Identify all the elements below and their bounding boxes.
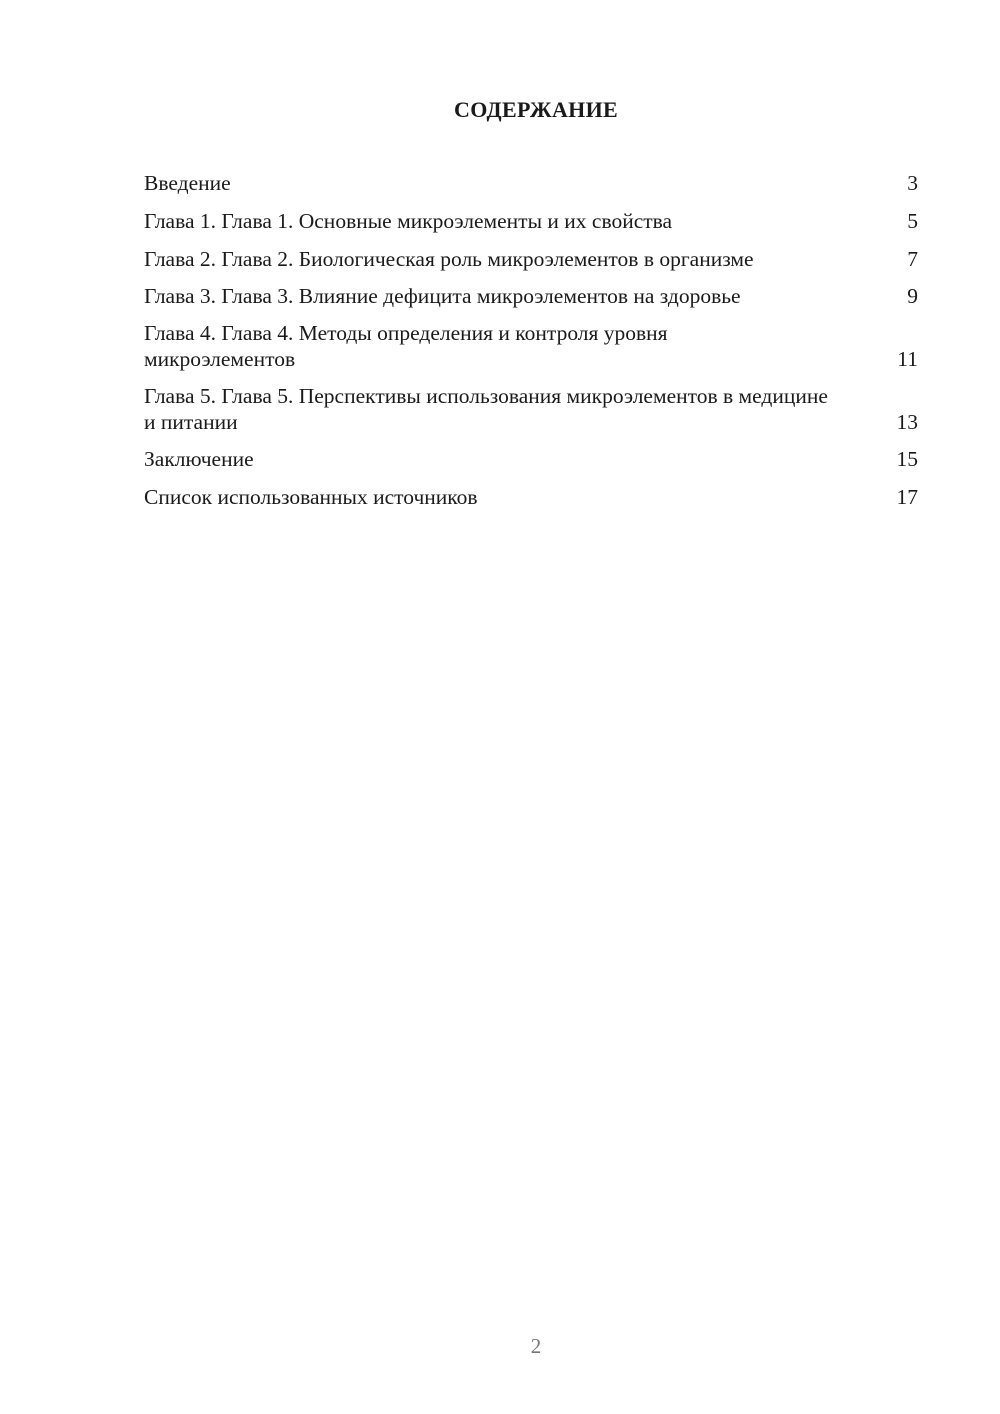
toc-entry-chapter-1 (144, 208, 918, 234)
page-title: СОДЕРЖАНИЕ (454, 97, 618, 122)
page-number: 2 (530, 1334, 542, 1358)
toc-entry-text: Список использованных источников (144, 485, 478, 509)
toc-entry-text: Введение (144, 171, 231, 195)
toc-entry-page: 17 (896, 485, 918, 509)
toc-entry-text: Заключение (144, 447, 254, 471)
toc-entry-text: Глава 2. Глава 2. Биологическая роль микроэлементов в организме (144, 247, 754, 271)
toc-entry-chapter-5 (144, 383, 918, 435)
toc-entry-text: Глава 1. Глава 1. Основные микроэлементы и их свойства (144, 209, 673, 233)
toc-entry-references (144, 484, 918, 510)
toc-entry-text: Глава 4. Глава 4. Методы определения и контроля уровня микроэлементов (144, 321, 668, 371)
toc-entry-text: Глава 3. Глава 3. Влияние дефицита микроэлементов на здоровье (144, 284, 741, 308)
table-of-contents (144, 170, 918, 522)
toc-entry-chapter-3 (144, 283, 918, 309)
toc-entry-page: 9 (907, 284, 918, 308)
toc-entry-conclusion (144, 446, 918, 472)
toc-entry-page: 7 (907, 247, 918, 271)
toc-entry-introduction (144, 170, 918, 196)
toc-entry-page: 13 (896, 410, 918, 434)
toc-entry-page: 5 (907, 209, 918, 233)
toc-entry-page: 3 (907, 171, 918, 195)
toc-entry-page: 15 (896, 447, 918, 471)
toc-entry-page: 11 (897, 347, 918, 371)
toc-entry-chapter-4 (144, 320, 918, 372)
toc-entry-chapter-2 (144, 246, 918, 272)
toc-entry-text: Глава 5. Глава 5. Перспективы использования микроэлементов в медицине и питании (144, 384, 828, 434)
